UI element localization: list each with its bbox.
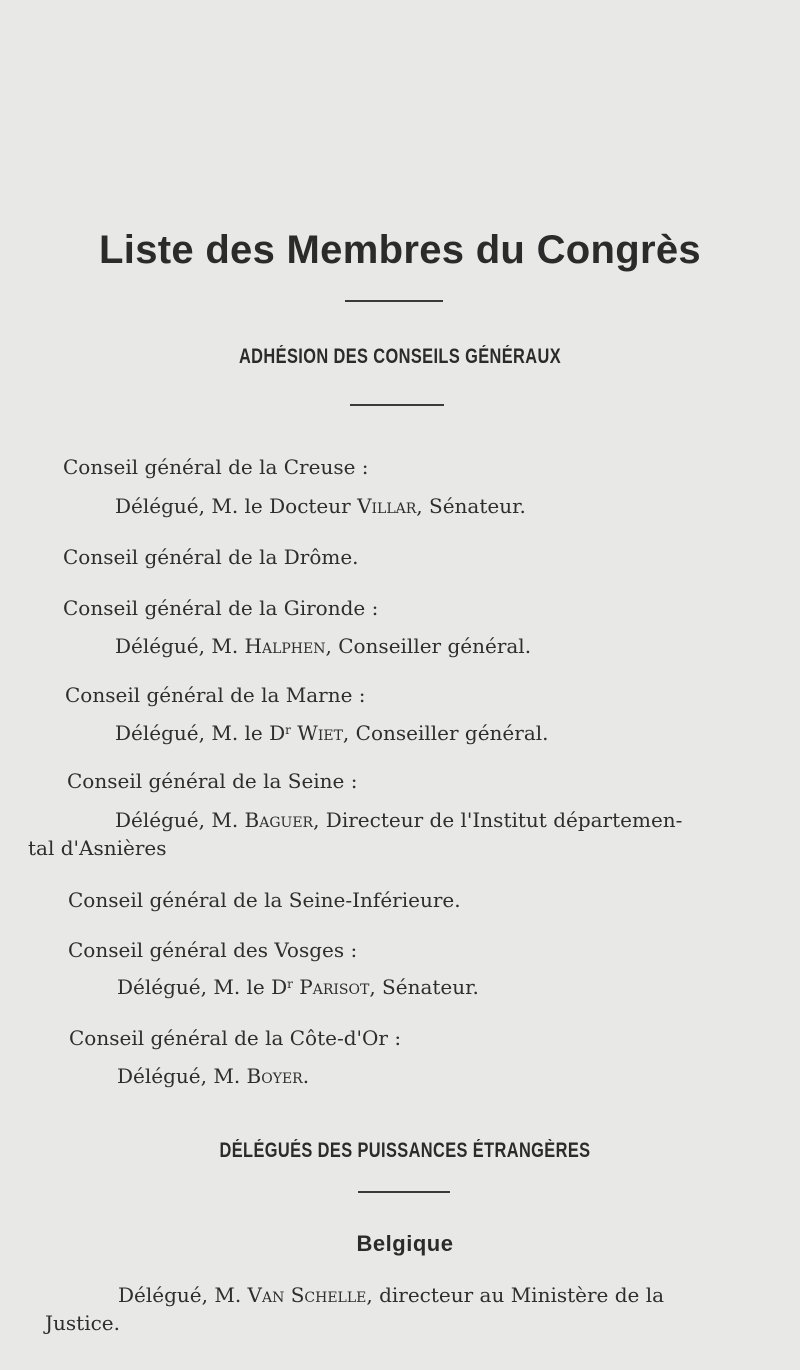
delegate-gironde: Délégué, M. Halphen, Conseiller général.	[115, 634, 532, 658]
title-rule	[345, 300, 443, 302]
council-creuse: Conseil général de la Creuse :	[63, 455, 369, 479]
section-heading-conseils: ADHÉSION DES CONSEILS GÉNÉRAUX	[238, 345, 562, 368]
delegate-seine: Délégué, M. Baguer, Directeur de l'Institut départemen-	[115, 808, 683, 832]
council-seine: Conseil général de la Seine :	[67, 769, 358, 793]
delegate-cote-dor: Délégué, M. Boyer.	[117, 1064, 310, 1088]
delegate-belgique: Délégué, M. Van Schelle, directeur au Ministère de la	[118, 1283, 665, 1307]
council-vosges: Conseil général des Vosges :	[68, 938, 358, 962]
council-gironde: Conseil général de la Gironde :	[63, 596, 379, 620]
section-rule-2	[358, 1191, 450, 1193]
delegate-marne: Délégué, M. le $D^r$ Wiet, Conseiller général.	[115, 721, 549, 745]
delegate-seine-cont: tal d'Asnières	[28, 836, 167, 860]
delegate-vosges: Délégué, M. le $D^r$ Parisot, Sénateur.	[117, 975, 479, 999]
page-title: Liste des Membres du Congrès	[99, 228, 701, 272]
council-cote-dor: Conseil général de la Côte-d'Or :	[69, 1026, 402, 1050]
delegate-creuse: Délégué, M. le Docteur Villar, Sénateur.	[115, 494, 526, 518]
delegate-belgique-cont: Justice.	[45, 1311, 120, 1335]
council-drome: Conseil général de la Drôme.	[63, 545, 359, 569]
section-heading-puissances: DÉLÉGUÉS DES PUISSANCES ÉTRANGÈRES	[219, 1139, 591, 1162]
council-marne: Conseil général de la Marne :	[65, 683, 366, 707]
country-heading: Belgique	[356, 1231, 454, 1256]
council-seine-inferieure: Conseil général de la Seine-Inférieure.	[68, 888, 461, 912]
section-rule	[350, 404, 444, 406]
